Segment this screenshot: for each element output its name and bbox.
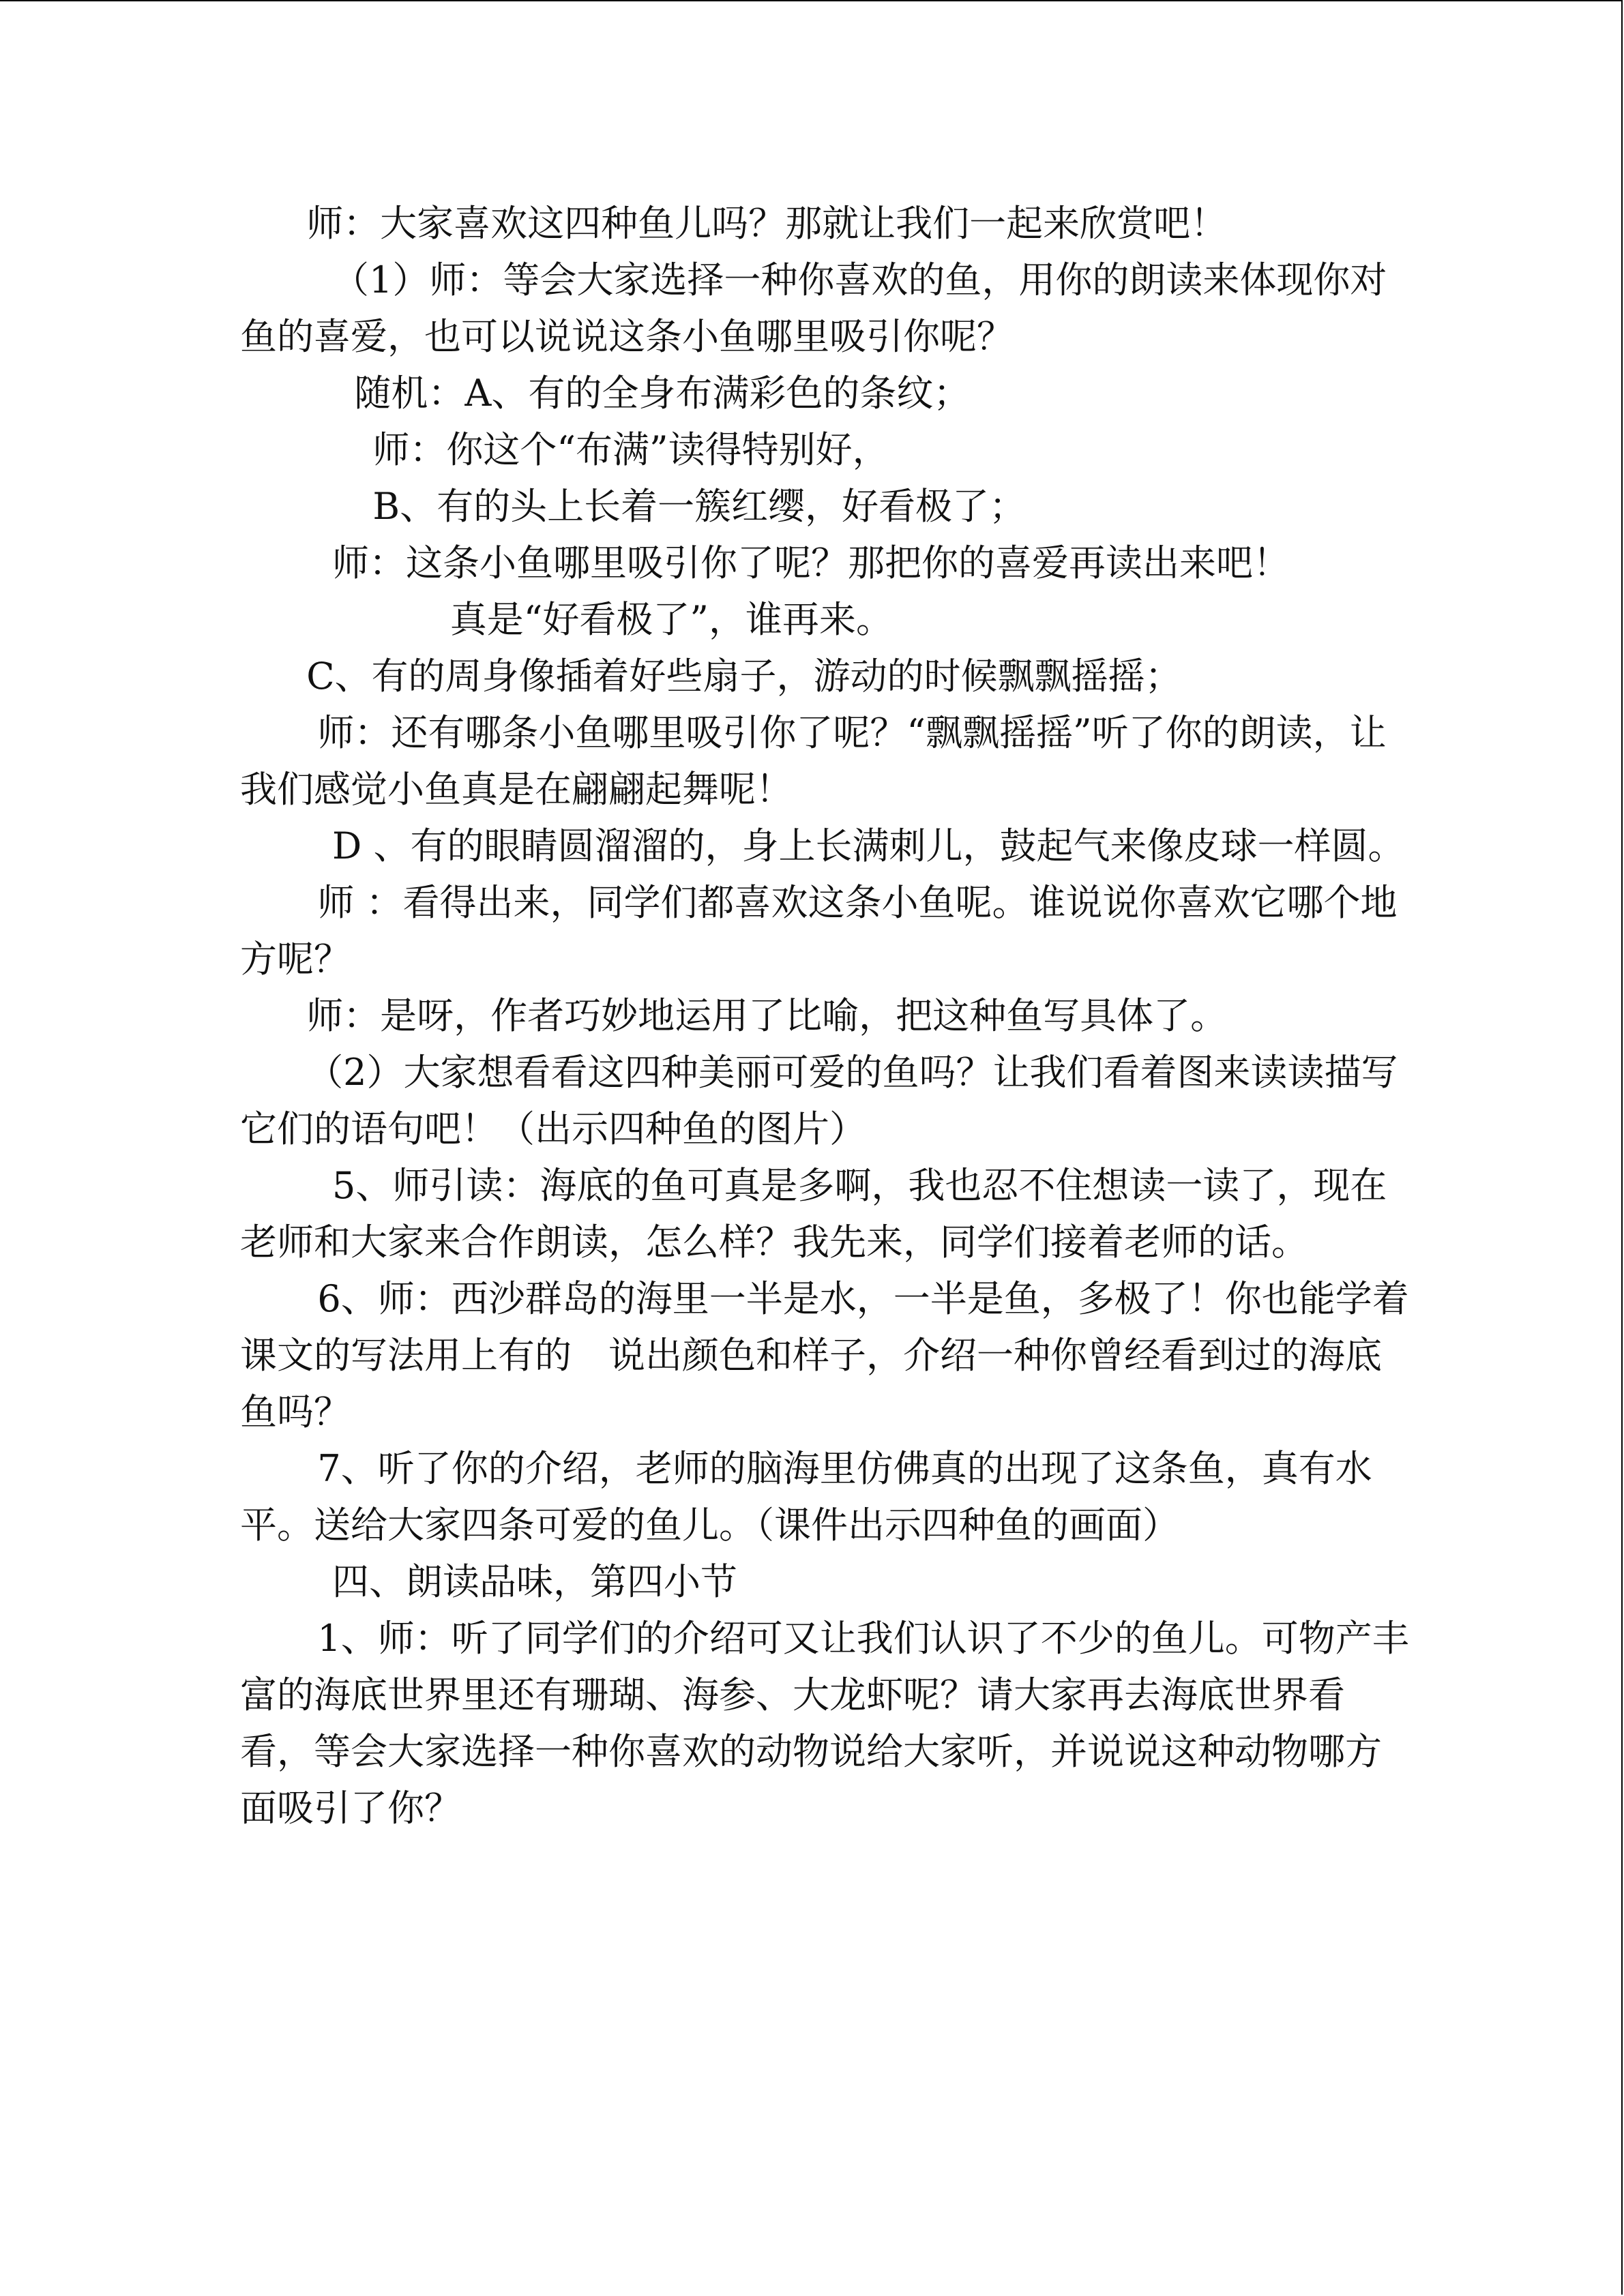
paragraph: 5、师引读：海底的鱼可真是多啊，我也忍不住想读一读了，现在老师和大家来合作朗读，怎么样？我先来，同学们接着老师的话。 <box>240 1164 1387 1264</box>
paragraph: C、有的周身像插着好些扇子，游动的时候飘飘摇摇； <box>306 655 1182 698</box>
document-body <box>240 195 1417 1836</box>
paragraph: 师：大家喜欢这四种鱼儿吗？那就让我们一起来欣赏吧！ <box>306 202 1228 245</box>
paragraph: 师：这条小鱼哪里吸引你了呢？那把你的喜爱再读出来吧！ <box>332 541 1290 584</box>
paragraph: 随机：A、有的全身布满彩色的条纹； <box>354 372 971 415</box>
paragraph: （1）师：等会大家选择一种你喜欢的鱼，用你的朗读来体现你对鱼的喜爱，也可以说说这条小鱼哪里吸引你呢？ <box>240 258 1387 358</box>
paragraph: 真是“好看极了”，谁再来。 <box>449 598 894 641</box>
paragraph: 师 ：看得出来，同学们都喜欢这条小鱼呢。谁说说你喜欢它哪个地方呢？ <box>240 881 1398 981</box>
section-heading: 四、朗读品味，第四小节 <box>332 1560 737 1603</box>
paragraph: D 、有的眼睛圆溜溜的，身上长满刺儿，鼓起气来像皮球一样圆。 <box>332 824 1405 867</box>
paragraph: 师：还有哪条小鱼哪里吸引你了呢？“飘飘摇摇”听了你的朗读，让我们感觉小鱼真是在翩翩起舞呢！ <box>240 711 1387 811</box>
paragraph: 7、听了你的介绍，老师的脑海里仿佛真的出现了这条鱼，真有水平。送给大家四条可爱的鱼儿。（课件出示四种鱼的画面） <box>240 1447 1372 1547</box>
paragraph: （2）大家想看看这四种美丽可爱的鱼吗？让我们看着图来读读描写它们的语句吧！（出示四种鱼的图片） <box>240 1051 1398 1150</box>
paragraph: B、有的头上长着一簇红缨，好看极了； <box>372 485 1027 528</box>
paragraph: 师：你这个“布满”读得特别好， <box>372 428 889 471</box>
paragraph: 1、师：听了同学们的介绍可又让我们认识了不少的鱼儿。可物产丰富的海底世界里还有珊瑚、海参、大龙虾呢？请大家再去海底世界看看，等会大家选择一种你喜欢的动物说给大家听，并说说这种动物哪方面吸引了你？ <box>240 1617 1409 1830</box>
paragraph: 6、师：西沙群岛的海里一半是水，一半是鱼，多极了！你也能学着课文的写法用上有的 说出颜色和样子，介绍一种你曾经看到过的海底鱼吗？ <box>240 1277 1409 1433</box>
paragraph: 师：是呀，作者巧妙地运用了比喻，把这种鱼写具体了。 <box>306 994 1228 1037</box>
